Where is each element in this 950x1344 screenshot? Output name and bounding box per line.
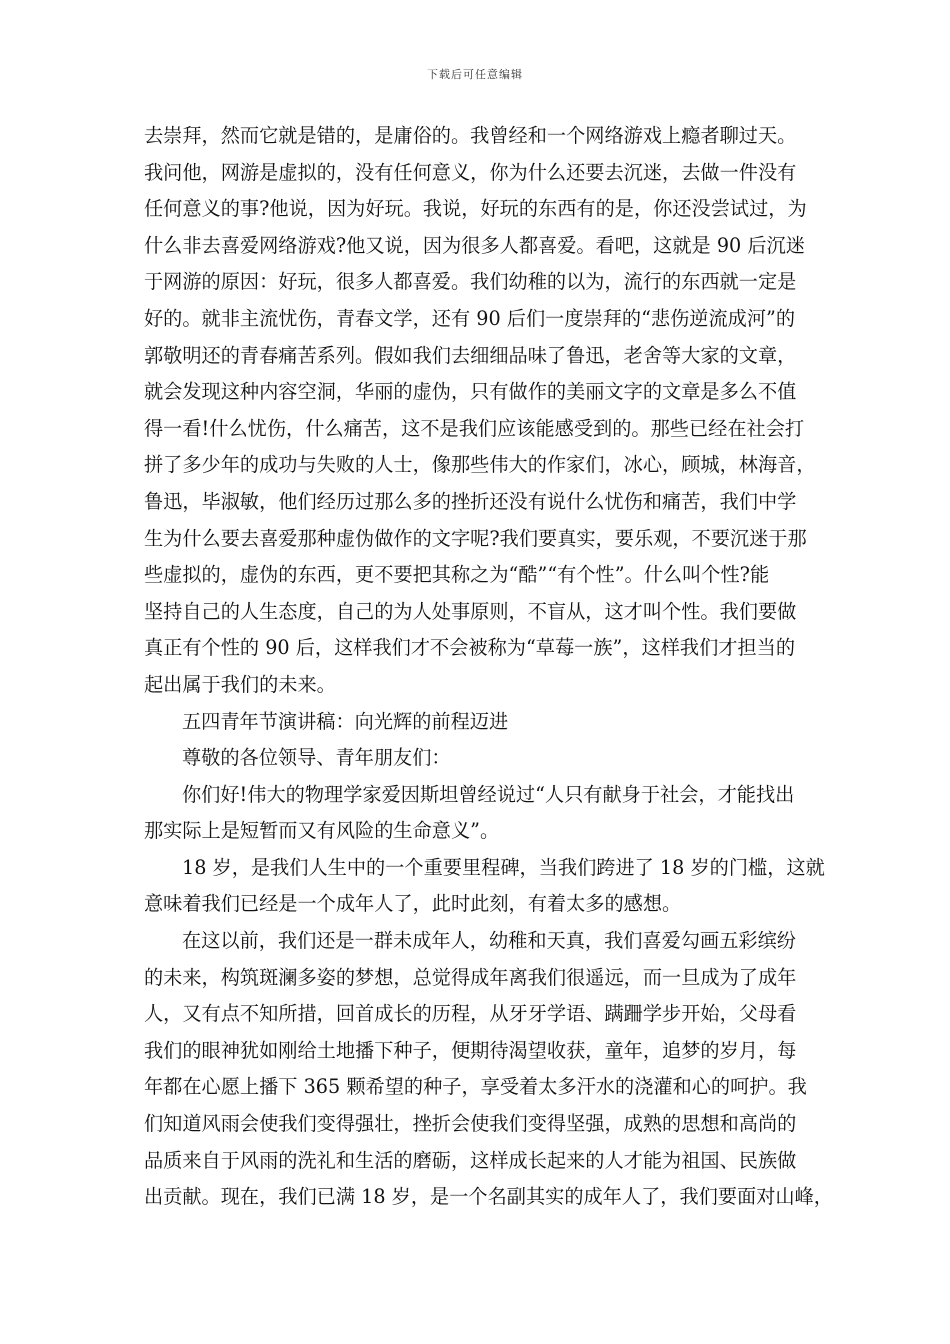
text-line: 些虚拟的，虚伪的东西，更不要把其称之为“酷”“有个性”。什么叫个性?能 (144, 563, 770, 587)
text-line: 郭敬明还的青春痛苦系列。假如我们去细细品味了鲁迅，老舍等大家的文章， (144, 343, 797, 367)
text-line: 五四青年节演讲稿：向光辉的前程迈进 (182, 709, 509, 733)
text-line: 我问他，网游是虚拟的，没有任何意义，你为什么还要去沉迷，去做一件没有 (144, 160, 797, 184)
text-line: 鲁迅，毕淑敏，他们经历过那么多的挫折还没有说什么忧伤和痛苦，我们中学 (144, 489, 797, 513)
text-line: 坚持自己的人生态度，自己的为人处事原则，不盲从，这才叫个性。我们要做 (144, 599, 797, 623)
text-line: 得一看!什么忧伤，什么痛苦，这不是我们应该能感受到的。那些已经在社会打 (144, 416, 805, 440)
text-line: 在这以前，我们还是一群未成年人，幼稚和天真，我们喜爱勾画五彩缤纷 (182, 929, 796, 953)
text-line: 们知道风雨会使我们变得强壮，挫折会使我们变得坚强，成熟的思想和高尚的 (144, 1112, 797, 1136)
text-line: 真正有个性的 90 后，这样我们才不会被称为“草莓一族”，这样我们才担当的 (144, 636, 796, 660)
text-line: 的未来，构筑斑澜多姿的梦想，总觉得成年离我们很遥远，而一旦成为了成年 (144, 965, 797, 989)
text-line: 意味着我们已经是一个成年人了，此时此刻，有着太多的感想。 (144, 892, 682, 916)
text-line: 生为什么要去喜爱那种虚伪做作的文字呢?我们要真实，要乐观，不要沉迷于那 (144, 526, 807, 550)
text-line: 那实际上是短暂而又有风险的生命意义”。 (144, 819, 500, 843)
text-line: 就会发现这种内容空洞，华丽的虚伪，只有做作的美丽文字的文章是多么不值 (144, 380, 797, 404)
text-line: 尊敬的各位领导、青年朋友们： (182, 746, 451, 770)
text-line: 你们好!伟大的物理学家爱因斯坦曾经说过“人只有献身于社会，才能找出 (182, 782, 795, 806)
text-line: 于网游的原因：好玩，很多人都喜爱。我们幼稚的以为，流行的东西就一定是 (144, 270, 797, 294)
text-line: 人，又有点不知所措，回首成长的历程，从牙牙学语、蹒跚学步开始，父母看 (144, 1002, 797, 1026)
text-line: 好的。就非主流忧伤，青春文学，还有 90 后们一度崇拜的“悲伤逆流成河”的 (144, 306, 796, 330)
document-body (144, 118, 833, 1216)
text-line: 什么非去喜爱网络游戏?他又说，因为很多人都喜爱。看吧，这就是 90 后沉迷 (144, 233, 805, 257)
text-line: 拼了多少年的成功与失败的人士，像那些伟大的作家们，冰心，顾城，林海音， (144, 453, 816, 477)
text-line: 任何意义的事?他说，因为好玩。我说，好玩的东西有的是，你还没尝试过，为 (144, 197, 807, 221)
text-line: 品质来自于风雨的洗礼和生活的磨砺，这样成长起来的人才能为祖国、民族做 (144, 1148, 797, 1172)
text-line: 起出属于我们的未来。 (144, 672, 336, 696)
text-line: 我们的眼神犹如刚给土地播下种子，便期待渴望收获，童年，追梦的岁月，每 (144, 1038, 797, 1062)
text-line: 去崇拜，然而它就是错的，是庸俗的。我曾经和一个网络游戏上瘾者聊过天。 (144, 124, 797, 147)
text-line: 18 岁，是我们人生中的一个重要里程碑，当我们跨进了 18 岁的门槛，这就 (182, 855, 825, 879)
text-line: 出贡献。现在，我们已满 18 岁，是一个名副其实的成年人了，我们要面对山峰， (144, 1185, 833, 1209)
page-header-note: 下载后可任意编辑 (427, 68, 523, 81)
text-line: 年都在心愿上播下 365 颗希望的种子，享受着太多汗水的浇灌和心的呵护。我 (144, 1075, 807, 1099)
